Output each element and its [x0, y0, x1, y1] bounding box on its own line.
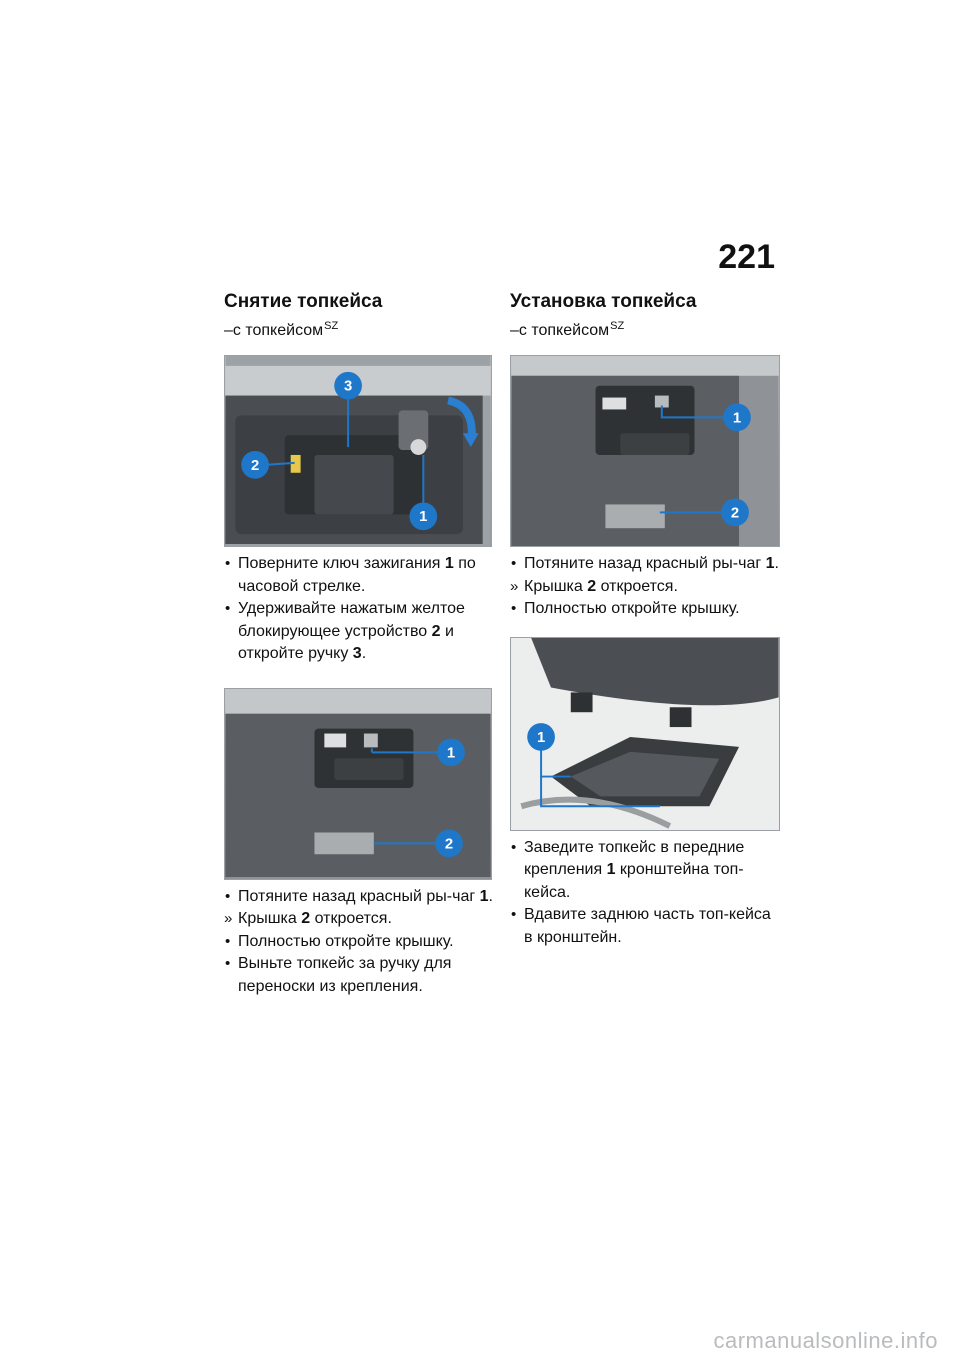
figure-lid-open — [224, 688, 492, 880]
callout-2 — [435, 829, 463, 857]
list-item: • Вдавите заднюю часть топ-кейса в кронштейн. — [510, 904, 780, 949]
svg-text:1: 1 — [536, 729, 546, 746]
callout-2 — [721, 499, 749, 527]
callout-1 — [527, 723, 555, 751]
list-item: • Потяните назад красный ры-чаг 1. — [510, 553, 780, 576]
list-item: • Полностью откройте крышку. — [224, 931, 508, 954]
left-column — [224, 290, 508, 998]
steps-removal-2 — [224, 886, 508, 999]
right-column — [510, 290, 780, 949]
illustration-topcase-lever — [225, 689, 491, 879]
callout-1 — [437, 738, 465, 766]
list-item: • Заведите топкейс в передние крепления 1 кронштейна топ-кейса. — [510, 837, 780, 905]
section-subheading-removal: –с топкейсом$^{SZ}$ — [224, 320, 339, 339]
section-heading-removal: Снятие топкейса — [224, 291, 383, 312]
section-subheading-installation: –с топкейсом$^{SZ}$ — [510, 320, 625, 339]
callout-2 — [241, 451, 269, 479]
svg-text:2: 2 — [730, 505, 740, 522]
callout-1 — [723, 404, 751, 432]
svg-text:3: 3 — [343, 378, 353, 395]
list-item: » Крышка 2 откроется. — [224, 908, 508, 931]
callout-3 — [334, 372, 362, 400]
illustration-topcase-handle — [225, 356, 491, 546]
illustration-topcase-bracket — [511, 638, 779, 830]
steps-removal-1 — [224, 553, 508, 666]
steps-installation-1 — [510, 553, 780, 621]
svg-text:2: 2 — [250, 457, 260, 474]
steps-installation-2 — [510, 837, 780, 950]
svg-text:1: 1 — [446, 744, 456, 761]
illustration-topcase-lever-2 — [511, 356, 779, 546]
list-item: • Полностью откройте крышку. — [510, 598, 780, 621]
section-heading-installation: Установка топкейса — [510, 291, 697, 312]
list-item: • Выньте топкейс за ручку для переноски из крепления. — [224, 953, 508, 998]
figure-mount-bracket — [510, 637, 780, 831]
callout-1 — [409, 502, 437, 530]
svg-text:1: 1 — [732, 410, 742, 427]
svg-text:1: 1 — [419, 509, 428, 526]
list-item: » Крышка 2 откроется. — [510, 576, 780, 599]
list-item: • Потяните назад красный ры-чаг 1. — [224, 886, 508, 909]
page-number: 221 — [718, 238, 775, 276]
list-item: • Удерживайте нажатым желтое блокирующее устройство 2 и откройте ручку 3. — [224, 598, 508, 666]
figure-handle-open — [224, 355, 492, 547]
svg-text:2: 2 — [444, 835, 454, 852]
list-item: • Поверните ключ зажигания 1 по часовой стрелке. — [224, 553, 508, 598]
figure-lever-release — [510, 355, 780, 547]
watermark: carmanualsonline.info — [713, 1328, 938, 1353]
